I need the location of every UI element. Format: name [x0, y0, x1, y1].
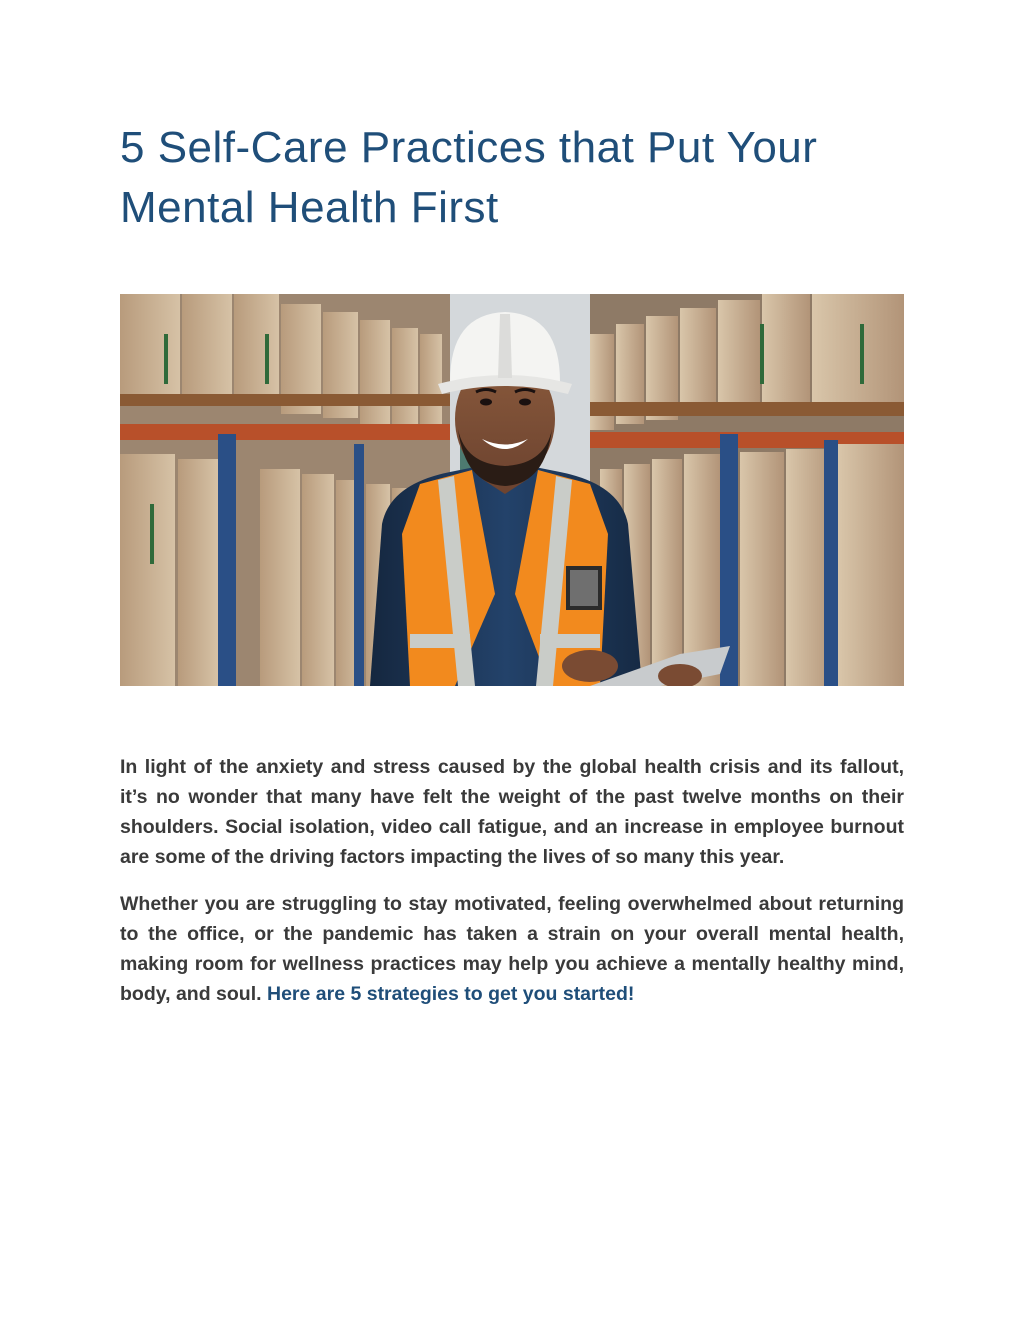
right-shelving — [590, 294, 904, 686]
hero-image — [120, 294, 904, 686]
warehouse-worker-illustration — [120, 294, 904, 686]
strategies-paragraph-text: Whether you are struggling to stay motivated, feeling overwhelmed about returning to the office, or the pandemic has taken a strain on your overall mental health, making room for wellness practices may help you achieve a mentally healthy mind, body, and soul. — [120, 893, 904, 1005]
article-title — [120, 118, 920, 238]
article-body — [120, 752, 904, 1026]
strategies-link[interactable]: Here are 5 strategies to get you started! — [266, 983, 635, 1005]
strategies-paragraph — [120, 889, 904, 1009]
article-title-line-2: Mental Health First — [120, 183, 499, 232]
article-title-line-1: 5 Self-Care Practices that Put Your — [120, 123, 818, 172]
intro-paragraph: In light of the anxiety and stress caused by the global health crisis and its fallout, it’s no wonder that many have felt the weight of the past twelve months on their shoulders. Social isolation, video call fatigue, and an increase in employee burnout are some of the driving factors impacting the lives of so many this year. — [120, 756, 904, 868]
